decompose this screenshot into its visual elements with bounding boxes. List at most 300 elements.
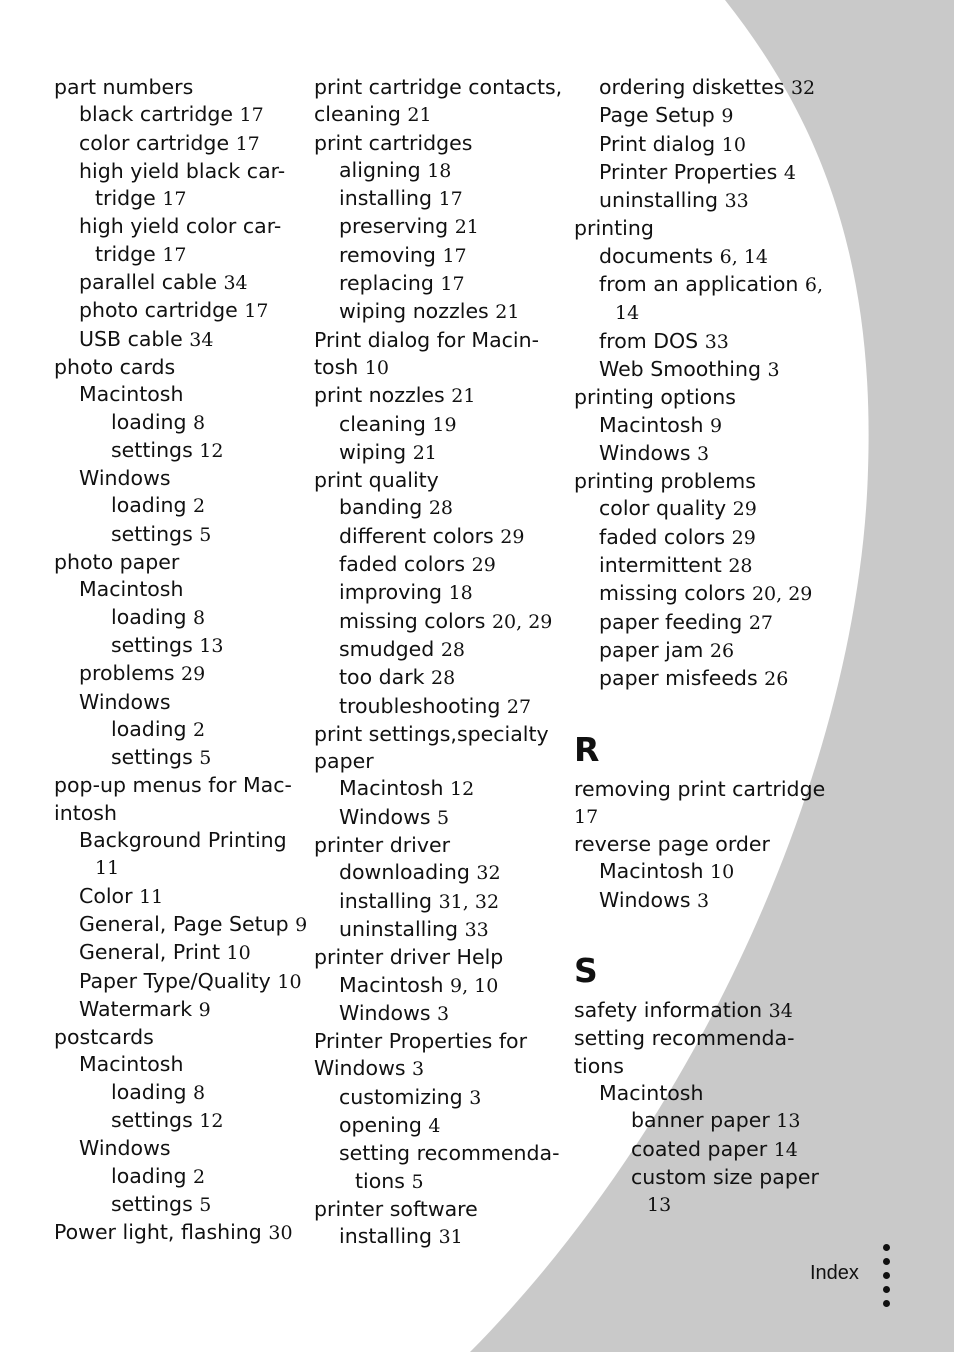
index-subentry [574,887,824,915]
entry-term: Windows [314,1056,406,1081]
section-spacer [574,694,824,728]
entry-term: improving [339,580,443,605]
index-subentry [54,1107,304,1135]
page-reference: 12 [199,1109,224,1132]
footer-section-label: Index [810,1262,859,1284]
section-letter-heading: R [574,729,600,769]
index-entry [314,130,569,157]
index-subentry [54,968,304,996]
entry-term: reverse page order [574,832,770,857]
entry-term: wiping nozzles [339,299,489,324]
entry-term: settings [111,745,193,770]
index-subentry [54,576,304,603]
entry-term: tridge [95,186,156,211]
entry-term: Print dialog for Macin- [314,327,540,352]
index-entry [574,1053,824,1080]
page-reference: 14 [615,302,640,325]
index-subentry [314,523,569,551]
index-subentry [54,911,308,939]
entry-term: from an application [599,272,799,297]
index-subentry [54,409,304,437]
index-subentry [54,744,304,772]
page-reference: 9 [710,414,723,437]
index-subentry [54,437,304,465]
page-reference: 3 [412,1058,425,1081]
index-entry [314,382,569,410]
index-subentry [54,381,304,408]
entry-term: photo cartridge [79,298,238,323]
page-reference: 4 [783,161,796,184]
index-subentry [54,101,304,129]
page-reference: 13 [647,1194,672,1217]
page-reference: 21 [495,301,520,324]
entry-term: replacing [339,271,434,296]
entry-term: custom size paper [631,1164,819,1189]
page-reference: 31, 32 [438,890,500,913]
entry-term: Macintosh [599,412,704,437]
entry-term: missing colors [339,608,486,633]
entry-term: installing [339,888,433,913]
page-reference: 19 [432,413,457,436]
entry-term: Print dialog [599,131,716,156]
entry-term: paper misfeeds [599,666,758,691]
index-subentry [574,74,824,102]
index-subentry [574,1136,824,1164]
page-reference: 11 [95,857,120,880]
index-subentry [574,1107,824,1135]
index-entry [54,800,304,827]
index-subentry [314,298,569,326]
entry-term: Windows [599,887,691,912]
page-reference: 26 [709,639,735,662]
page-reference: 33 [704,330,729,353]
entry-term: Windows [599,440,691,465]
index-subentry [574,299,824,327]
index-subentry [574,271,824,299]
index-entry [314,1028,569,1055]
index-subentry [54,689,304,716]
page-reference: 5 [199,747,212,770]
entry-term: settings [111,1191,193,1216]
index-subentry [314,693,569,721]
index-subentry [574,609,824,637]
index-subentry [314,916,569,944]
index-entry [314,74,569,101]
page-reference: 11 [139,885,164,908]
page-reference: 29 [731,526,756,549]
entry-term: Paper Type/Quality [79,968,271,993]
index-entry [314,1055,569,1083]
entry-term: print quality [314,468,439,493]
entry-term: cleaning [314,102,401,127]
index-subentry [314,636,569,664]
entry-term: banding [339,495,423,520]
index-subentry [54,465,304,492]
index-subentry [314,775,569,803]
index-entry [574,776,824,803]
index-subentry [54,827,304,854]
entry-term: paper [314,749,374,774]
index-entry [314,101,569,129]
entry-term: print settings,specialty [314,721,549,746]
page-reference: 32 [476,862,501,885]
index-subentry [314,157,569,185]
entry-term: Macintosh [339,972,444,997]
entry-term: banner paper [631,1108,770,1133]
entry-term: aligning [339,157,421,182]
entry-term: General, Print [79,940,220,965]
entry-term: faded colors [599,524,726,549]
index-subentry [574,1164,824,1191]
index-entry [574,997,824,1025]
entry-term: part numbers [54,75,194,99]
index-entry [314,832,569,859]
entry-term: coated paper [631,1136,768,1161]
entry-term: postcards [54,1025,154,1050]
index-subentry [314,439,569,467]
index-subentry [54,883,304,911]
index-subentry [314,551,569,579]
entry-term: intosh [54,800,117,825]
index-subentry [314,1000,569,1028]
page-reference: 29 [471,554,496,577]
entry-term: loading [111,604,187,629]
index-entry [54,1219,304,1247]
entry-term: settings [111,632,193,657]
page-reference: 30 [268,1222,293,1245]
entry-term: loading [111,1163,187,1188]
dot-icon [883,1300,890,1307]
page-reference: 3 [697,889,710,912]
index-subentry [54,939,304,967]
entry-term: Windows [79,466,171,491]
index-subentry [574,1191,824,1219]
page-reference: 17 [438,188,463,211]
index-subentry [314,494,569,522]
entry-term: missing colors [599,581,746,606]
page-reference: 17 [440,273,465,296]
page-reference: 10 [710,861,735,884]
index-subentry [54,1051,304,1078]
entry-term: intermittent [599,553,722,578]
index-entry [574,803,824,831]
page-reference: 33 [724,190,749,213]
index-entry [54,1024,304,1051]
index-subentry [54,241,304,269]
entry-term: Macintosh [79,382,184,407]
entry-term: printer software [314,1196,478,1221]
index-subentry [314,185,569,213]
index-subentry [314,213,569,241]
entry-term: tosh [314,354,359,379]
page-reference: 27 [748,611,774,634]
entry-term: preserving [339,214,449,239]
entry-term: Macintosh [79,577,184,602]
entry-term: parallel cable [79,270,217,295]
index-column-2 [314,74,569,1251]
entry-term: photo paper [54,550,180,575]
entry-term: cleaning [339,411,426,436]
entry-term: printer driver [314,833,451,858]
entry-term: tions [355,1168,405,1193]
entry-term: printer driver Help [314,945,504,970]
entry-term: high yield black car- [79,158,286,183]
entry-term: removing [339,242,436,267]
index-subentry [574,187,824,215]
dot-icon [883,1244,890,1251]
page-reference: 2 [193,495,206,518]
page-reference: 17 [162,188,187,211]
index-entry [314,327,569,354]
page-reference: 5 [199,1193,212,1216]
page-reference: 28 [431,667,456,690]
entry-term: paper jam [599,637,704,662]
entry-term: color cartridge [79,130,230,155]
index-subentry [574,580,824,608]
index-entry [314,944,569,971]
page-reference: 9, 10 [450,974,499,997]
page-reference: 10 [277,970,302,993]
entry-term: settings [111,1107,193,1132]
index-entry [54,549,304,576]
index-subentry [574,243,824,271]
page-reference: 6, 14 [719,245,769,268]
index-subentry [574,1080,824,1107]
entry-term: smudged [339,636,435,661]
entry-term: Macintosh [599,859,704,884]
page-reference: 12 [199,439,224,462]
entry-term: from DOS [599,328,699,353]
entry-term: settings [111,521,193,546]
index-subentry [54,854,304,882]
index-subentry [54,492,304,520]
entry-term: removing print cartridge [574,776,826,801]
page-reference: 3 [767,358,780,381]
entry-term: Macintosh [79,1052,184,1077]
entry-term: high yield color car- [79,214,282,239]
entry-term: settings [111,437,193,462]
index-subentry [314,888,569,916]
page-reference: 26 [764,668,789,691]
index-entry [314,1196,569,1223]
index-entry [54,354,304,381]
page-reference: 12 [450,778,475,801]
entry-term: pop-up menus for Mac- [54,773,292,798]
entry-term: paper feeding [599,609,743,634]
page-reference: 3 [697,442,710,465]
entry-term: Power light, flashing [54,1220,262,1245]
page-reference: 5 [437,806,450,829]
entry-term: printing options [574,385,736,410]
index-subentry [54,130,304,158]
page-reference: 31 [438,1226,463,1249]
entry-term: loading [111,493,187,518]
entry-term: ordering diskettes [599,75,785,99]
page-reference: 17 [235,132,260,155]
index-subentry [54,1163,304,1191]
index-column-3 [574,74,824,1219]
entry-term: tridge [95,241,156,266]
index-subentry [54,632,304,660]
index-subentry [54,996,304,1024]
entry-term: Background Printing [79,828,287,853]
page-reference: 17 [442,244,467,267]
page-reference: 29 [181,663,206,686]
index-subentry [314,859,569,887]
page-reference: 6, [804,274,824,297]
page-reference: 4 [428,1114,441,1137]
entry-term: documents [599,243,714,268]
index-subentry [314,804,569,832]
dot-icon [883,1258,890,1265]
index-subentry [54,660,304,688]
page-reference: 20, 29 [491,610,553,633]
page-reference: 13 [199,634,224,657]
entry-term: Web Smoothing [599,356,762,381]
index-subentry [314,579,569,607]
index-entry [314,748,569,775]
page-reference: 3 [437,1002,450,1025]
entry-term: Windows [339,1000,431,1025]
entry-term: customizing [339,1084,463,1109]
index-entry [314,467,569,494]
entry-term: Windows [79,1136,171,1161]
entry-term: print cartridge contacts, [314,75,563,99]
page-reference: 29 [732,498,757,521]
page-reference: 28 [440,638,466,661]
entry-term: Printer Properties for [314,1029,528,1054]
index-subentry [54,185,304,213]
index-subentry [574,102,824,130]
index-entry [574,831,824,858]
entry-term: different colors [339,523,494,548]
entry-term: Page Setup [599,103,715,128]
index-subentry [314,972,569,1000]
page-reference: 32 [790,77,816,99]
page-reference: 9 [198,998,211,1021]
entry-term: setting recommenda- [574,1026,795,1051]
page-reference: 28 [728,555,753,578]
page-reference: 33 [464,918,489,941]
page-reference: 5 [411,1170,424,1193]
page-reference: 14 [773,1138,798,1161]
page-reference: 2 [193,718,206,741]
entry-term: Macintosh [599,1080,704,1105]
index-subentry [314,1112,569,1140]
index-subentry [54,326,304,354]
entry-term: printing problems [574,469,756,494]
entry-term: printing [574,216,654,241]
index-subentry [574,412,824,440]
page-reference: 17 [162,243,187,266]
index-entry [314,354,569,382]
index-entry [54,772,304,799]
entry-term: Windows [79,689,171,714]
index-subentry [574,328,824,356]
page-reference: 21 [407,104,432,127]
page-reference: 5 [199,523,212,546]
index-subentry [54,1191,304,1219]
entry-term: Windows [339,804,431,829]
index-entry [574,468,824,495]
entry-term: print nozzles [314,383,445,408]
page-reference: 17 [244,300,269,323]
index-subentry [314,608,569,636]
index-subentry [314,1223,569,1251]
page-reference: 18 [427,159,452,182]
entry-term: print cartridges [314,130,473,155]
page-reference: 34 [768,1000,793,1023]
index-subentry [574,159,824,187]
entry-term: uninstalling [599,188,719,213]
page-reference: 27 [506,695,532,718]
page-reference: 10 [226,942,251,965]
page-reference: 9 [295,913,308,936]
index-subentry [574,637,824,665]
entry-term: black cartridge [79,102,233,127]
index-subentry [314,242,569,270]
page-reference: 8 [193,606,206,629]
index-subentry [54,604,304,632]
index-subentry [314,1168,569,1196]
entry-term: Color [79,883,133,908]
entry-term: installing [339,186,433,211]
entry-term: wiping [339,439,407,464]
entry-term: Printer Properties [599,159,778,184]
index-subentry [54,1135,304,1162]
footer-dots-decoration [883,1244,890,1314]
index-column-1 [54,74,308,1247]
page-reference: 10 [364,356,389,379]
index-subentry [314,1084,569,1112]
entry-term: downloading [339,860,470,885]
page-reference: 21 [454,216,479,239]
entry-term: installing [339,1224,433,1249]
index-subentry [314,1140,569,1167]
index-entry [54,74,304,101]
entry-term: loading [111,409,187,434]
section-spacer [574,915,824,949]
page-reference: 2 [193,1165,206,1188]
entry-term: problems [79,661,175,686]
page-reference: 21 [412,441,437,464]
index-subentry [574,131,824,159]
index-subentry [574,495,824,523]
index-subentry [574,440,824,468]
index-entry [574,384,824,411]
index-subentry [54,1079,304,1107]
page-reference: 9 [721,105,734,128]
entry-term: troubleshooting [339,693,501,718]
index-subentry [574,524,824,552]
index-subentry [314,411,569,439]
entry-term: loading [111,1079,187,1104]
entry-term: loading [111,716,187,741]
entry-term: too dark [339,665,425,690]
page-reference: 17 [574,805,599,828]
dot-icon [883,1286,890,1293]
dot-icon [883,1272,890,1279]
index-subentry [314,664,569,692]
index-entry [574,215,824,242]
index-subentry [574,552,824,580]
index-subentry [54,521,304,549]
index-subentry [574,665,824,693]
entry-term: setting recommenda- [339,1141,560,1166]
index-subentry [54,213,304,240]
entry-term: color quality [599,496,727,521]
index-subentry [54,297,304,325]
